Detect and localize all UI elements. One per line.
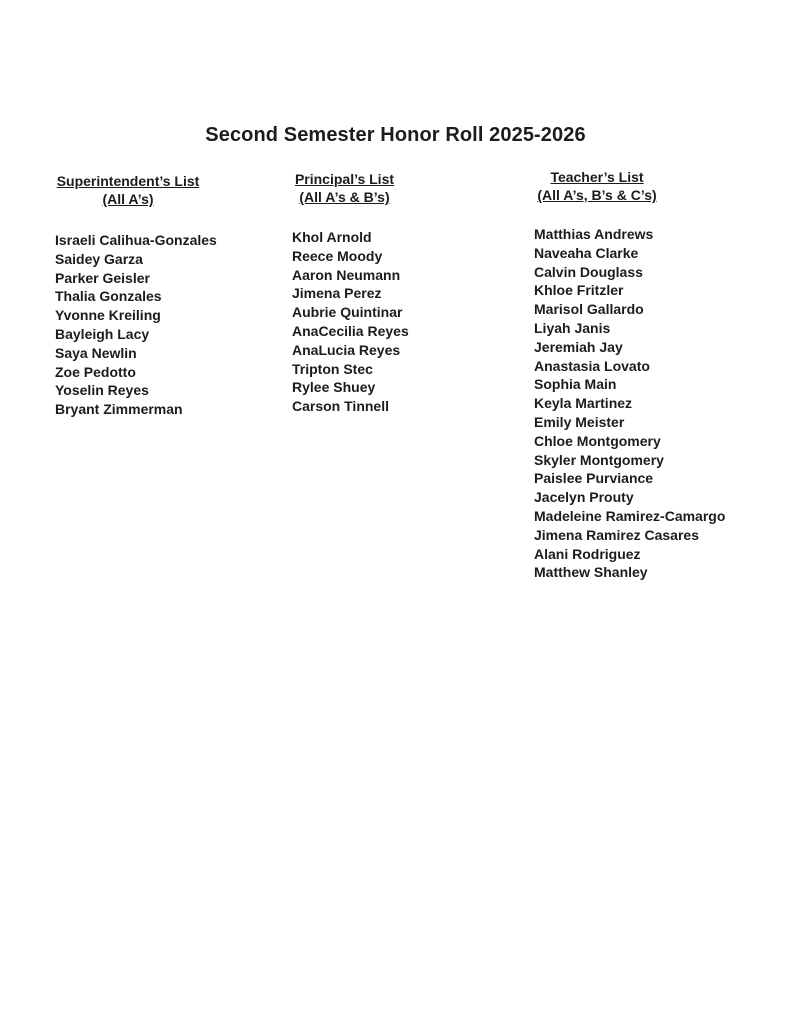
student-name: Yoselin Reyes xyxy=(55,382,149,399)
student-name: Bayleigh Lacy xyxy=(55,325,150,342)
student-name: Aaron Neumann xyxy=(292,266,401,283)
student-name: Tripton Stec xyxy=(292,360,373,377)
list-header xyxy=(55,172,201,208)
name-list xyxy=(534,225,754,582)
superintendents-list xyxy=(55,172,235,419)
student-name: Saya Newlin xyxy=(55,344,137,361)
list-criteria: (All A’s) xyxy=(102,191,154,207)
student-name: Jacelyn Prouty xyxy=(534,489,634,506)
student-name: Carson Tinnell xyxy=(292,398,389,415)
list-title: Teacher’s List xyxy=(550,169,644,185)
student-name: Anastasia Lovato xyxy=(534,357,650,374)
list-title: Superintendent’s List xyxy=(56,173,200,189)
student-name: Saidey Garza xyxy=(55,250,143,267)
name-list xyxy=(292,228,442,416)
student-name: Jimena Ramirez Casares xyxy=(534,526,699,543)
list-header xyxy=(292,170,397,206)
name-list xyxy=(55,231,235,419)
student-name: Thalia Gonzales xyxy=(55,288,162,305)
teachers-list xyxy=(534,168,754,582)
list-header xyxy=(534,168,660,204)
student-name: Zoe Pedotto xyxy=(55,363,136,380)
list-criteria: (All A’s, B’s & C’s) xyxy=(537,187,657,203)
student-name: Sophia Main xyxy=(534,376,617,393)
student-name: Chloe Montgomery xyxy=(534,432,661,449)
student-name: Bryant Zimmerman xyxy=(55,401,183,418)
student-name: Khloe Fritzler xyxy=(534,282,624,299)
student-name: AnaLucia Reyes xyxy=(292,341,401,358)
student-name: Keyla Martinez xyxy=(534,395,633,412)
student-name: Emily Meister xyxy=(534,413,625,430)
student-name: Jimena Perez xyxy=(292,285,382,302)
list-criteria: (All A’s & B’s) xyxy=(299,189,390,205)
student-name: Matthew Shanley xyxy=(534,564,648,581)
student-name: Yvonne Kreiling xyxy=(55,307,161,324)
student-name: Naveaha Clarke xyxy=(534,244,639,261)
student-name: Israeli Calihua-Gonzales xyxy=(55,232,217,248)
principals-list xyxy=(292,170,442,416)
student-name: Aubrie Quintinar xyxy=(292,304,403,321)
list-title: Principal’s List xyxy=(294,171,395,187)
student-name: Skyler Montgomery xyxy=(534,451,664,468)
student-name: Parker Geisler xyxy=(55,269,150,286)
student-name: Liyah Janis xyxy=(534,319,611,336)
student-name: Jeremiah Jay xyxy=(534,338,623,355)
student-name: AnaCecilia Reyes xyxy=(292,322,409,339)
student-name: Marisol Gallardo xyxy=(534,301,644,318)
student-name: Alani Rodriguez xyxy=(534,545,641,562)
student-name: Madeleine Ramirez-Camargo xyxy=(534,507,726,524)
student-name: Khol Arnold xyxy=(292,229,372,245)
student-name: Matthias Andrews xyxy=(534,226,654,242)
student-name: Calvin Douglass xyxy=(534,263,643,280)
student-name: Paislee Purviance xyxy=(534,470,654,487)
student-name: Reece Moody xyxy=(292,247,383,264)
page-title: Second Semester Honor Roll 2025-2026 xyxy=(205,124,586,146)
student-name: Rylee Shuey xyxy=(292,379,376,396)
